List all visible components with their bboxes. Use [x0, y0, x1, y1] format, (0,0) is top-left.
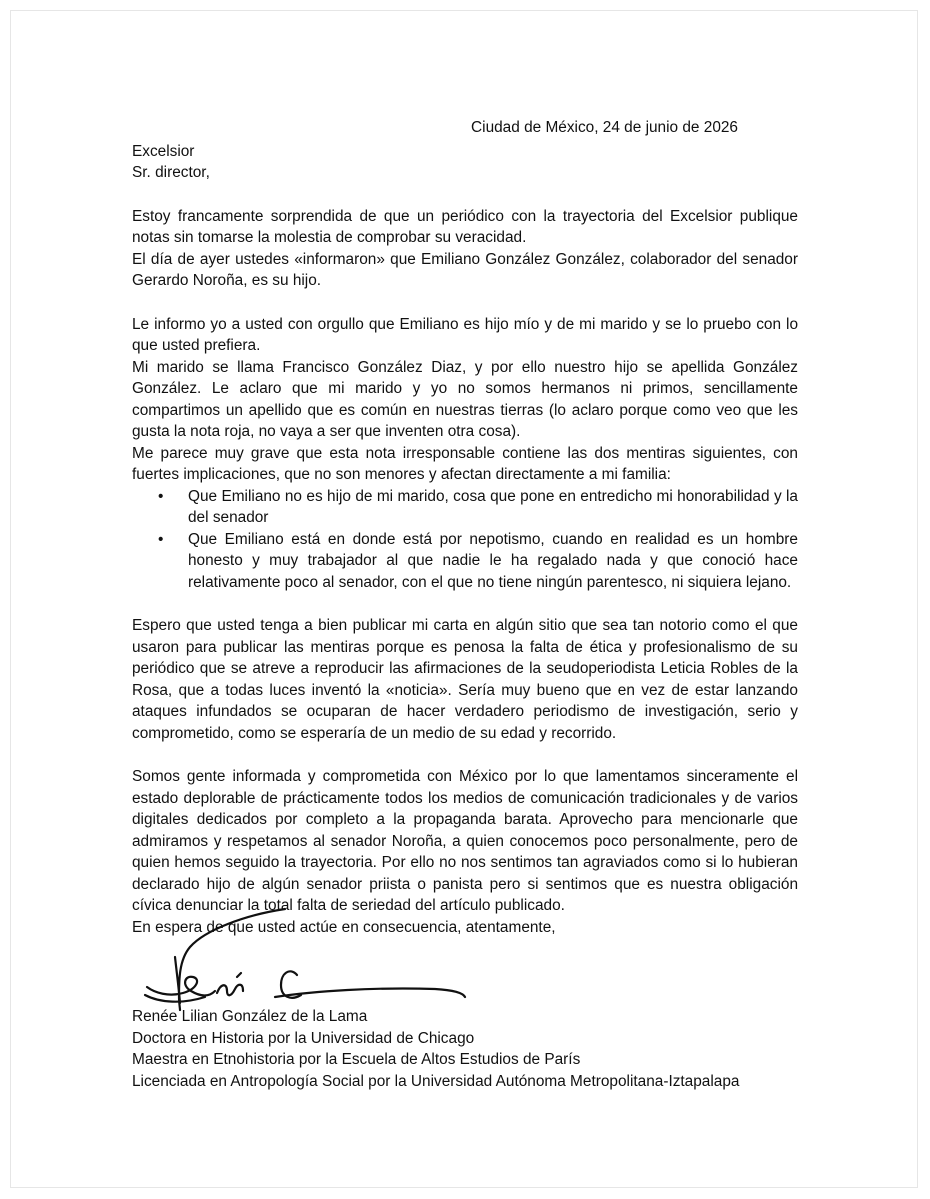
credential-line: Licenciada en Antropología Social por la Universidad Autónoma Metropolitana-Iztapalapa — [132, 1072, 740, 1090]
spacer — [132, 593, 798, 615]
letter-body — [132, 117, 798, 938]
paragraph-2: El día de ayer ustedes «informaron» que Emiliano González González, colaborador del senador Gerardo Noroña, es su hijo. — [132, 250, 798, 289]
spacer — [132, 184, 798, 206]
date-line: Ciudad de México, 24 de junio de 2026 — [471, 119, 738, 136]
bullet-item: • Que Emiliano está en donde está por nepotismo, cuando en realidad es un hombre honesto y muy trabajador al que nadie le ha regalado nada y que conoció hace relativamente poco al senador, con el que no tiene ningún parentesco, ni siquiera lejano. — [188, 529, 798, 594]
paragraph-6: Espero que usted tenga a bien publicar mi carta en algún sitio que sea tan notorio como el que usaron para publicar las mentiras porque es penosa la falta de ética y profesionalismo de su periódico que se atreve a reproducir las afirmaciones de la seudoperiodista Leticia Robles de la Rosa, que a todas luces inventó la «noticia». Sería muy bueno que en vez de estar lanzando ataques infundados se ocuparan de hacer verdadero periodismo de investigación, serio y comprometido, como se esperaría de un medio de su edad y recorrido. — [132, 617, 798, 742]
credential-line: Doctora en Historia por la Universidad de Chicago — [132, 1029, 475, 1047]
paragraph-3: Le informo yo a usted con orgullo que Emiliano es hijo mío y de mi marido y se lo pruebo con lo que usted prefiera. — [132, 315, 798, 354]
bullet-item: • Que Emiliano no es hijo de mi marido, cosa que pone en entredicho mi honorabilidad y la del senador — [188, 486, 798, 529]
credential-line: Maestra en Etnohistoria por la Escuela de Altos Estudios de París — [132, 1051, 581, 1068]
spacer — [132, 744, 798, 766]
signature-block — [132, 1006, 739, 1092]
paragraph-7: Somos gente informada y comprometida con México por lo que lamentamos sinceramente el estado deplorable de prácticamente todos los medios de comunicación tradicionales y de varios digitales dedicados por completo a la propaganda barata. Aprovecho para mencionarle que admiramos y respetamos al senador Noroña, a quien conocemos poco personalmente, pero de quien hemos seguido la trayectoria. Por ello no nos sentimos tan agraviados como si lo hubieran declarado hijo de algún senador priista o panista pero si sentimos que es nuestra obligación cívica denunciar la total falta de seriedad del artículo publicado. — [132, 768, 798, 914]
paragraph-1: Estoy francamente sorprendida de que un periódico con la trayectoria del Excelsior publique notas sin tomarse la molestia de comprobar su veracidad. — [132, 207, 798, 246]
signer-name: Renée Lilian González de la Lama — [132, 1008, 368, 1025]
paragraph-8: En espera de que usted actúe en consecuencia, atentamente, — [132, 918, 556, 936]
paragraph-5: Me parece muy grave que esta nota irresponsable contiene las dos mentiras siguientes, con fuertes implicaciones, que no son menores y afectan directamente a mi familia: — [132, 444, 798, 483]
bullet-list — [132, 486, 798, 594]
spacer — [132, 292, 798, 314]
paragraph-4: Mi marido se llama Francisco González Diaz, y por ello nuestro hijo se apellida González González. Le aclaro que mi marido y yo no somos hermanos ni primos, sencillamente compartimos un apellido que es común en nuestras tierras (lo aclaro porque como veo que les gusta la nota roja, no vaya a ser que inventen otra cosa). — [132, 358, 798, 440]
salutation: Sr. director, — [132, 164, 210, 181]
recipient: Excelsior — [132, 142, 195, 160]
